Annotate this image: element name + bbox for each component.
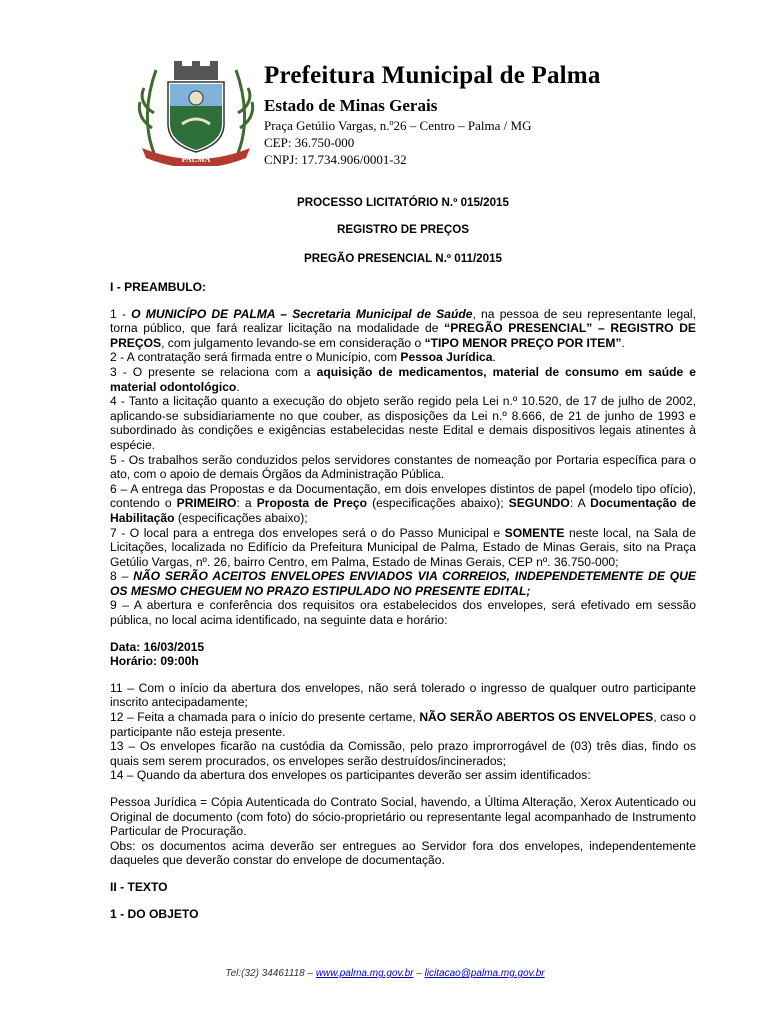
item-14: 14 – Quando da abertura dos envelopes os participantes deverão ser assim identificados: xyxy=(110,768,591,783)
item-1: 1 - O MUNICÍPO DE PALMA – Secretaria Municipal de Saúde, na pessoa de seu representante legal, torna público, que fará realizar licitação na modalidade de “PREGÃO PRESENCIAL” – REGISTRO DE PREÇOS, com julgamento levando-se em consideração o “TIPO MENOR PREÇO POR ITEM”. xyxy=(110,306,696,350)
footer-email-link[interactable]: licitacao@palma.mg.gov.br xyxy=(424,968,545,979)
heading-pregao: PREGÃO PRESENCIAL N.º 011/2015 xyxy=(304,252,502,265)
item-2: 2 - A contratação será firmada entre o Município, com Pessoa Jurídica. xyxy=(110,350,496,365)
footer-phone: Tel:(32) 34461118 – xyxy=(225,968,316,979)
letterhead-cnpj: CNPJ: 17.734.906/0001-32 xyxy=(264,152,407,167)
letterhead-title: Prefeitura Municipal de Palma xyxy=(264,62,601,89)
heading-registro: REGISTRO DE PREÇOS xyxy=(336,223,470,236)
footer-site-link[interactable]: www.palma.mg.gov.br xyxy=(315,968,414,979)
item-12: 12 – Feita a chamada para o início do presente certame, NÃO SERÃO ABERTOS OS ENVELOPES, caso o participante não esteja presente. xyxy=(110,710,696,739)
item-4: 4 - Tanto a licitação quanto a execução do objeto serão regido pela Lei n.º 10.520, de 17 de julho de 2002, aplicando-se subsidiariamente no que couber, as disposições da Lei n.º 8.666, de 21 de junho de 1993 e subordinado às condições e exigências estabelecidas neste Edital e demais dispositivos legais atinentes à espécie. xyxy=(110,394,696,452)
item-11: 11 – Com o início da abertura dos envelopes, não será tolerado o ingresso de qualquer outro participante inscrito antecipadamente; xyxy=(110,680,696,710)
item-5: 5 - Os trabalhos serão conduzidos pelos servidores constantes de nomeação por Portaria específica para o ato, com o apoio de demais Órgãos da Administração Pública. xyxy=(110,452,696,482)
section-objeto-title: 1 - DO OBJETO xyxy=(110,906,199,921)
page-footer xyxy=(0,968,770,979)
letterhead-state: Estado de Minas Gerais xyxy=(264,96,438,115)
letterhead-cep: CEP: 36.750-000 xyxy=(264,135,355,150)
letterhead-address: Praça Getúlio Vargas, n.º26 – Centro – Palma / MG xyxy=(264,118,532,133)
item-8: 8 – NÃO SERÃO ACEITOS ENVELOPES ENVIADOS VIA CORREIOS, INDEPENDETEMENTE DE QUE OS MESMO CHEGUEM NO PRAZO ESTIPULADO NO PRESENTE EDITAL; xyxy=(110,569,696,598)
pessoa-juridica-paragraph: Pessoa Jurídica = Cópia Autenticada do Contrato Social, havendo, a Última Alteração, Xerox Autenticado ou Original de documento (com foto) do sócio-proprietário ou representante legal acompanhado de Instrumento Particular de Procuração. xyxy=(110,795,696,839)
municipal-crest-icon xyxy=(134,58,258,166)
item-6: 6 – A entrega das Propostas e da Documentação, em dois envelopes distintos de papel (modelo tipo ofício), contendo o PRIMEIRO: a Proposta de Preço (especificações abaixo); SEGUNDO: A Documentação de Habilitação (especificações abaixo); xyxy=(110,481,696,525)
item-9: 9 – A abertura e conferência dos requisitos ora estabelecidos dos envelopes, será efetivado em sessão pública, no local acima identificado, na seguinte data e horário: xyxy=(110,598,696,628)
crest-ribbon-text: PALMA xyxy=(181,155,211,164)
item-7: 7 - O local para a entrega dos envelopes será o do Passo Municipal e SOMENTE neste local, na Sala de Licitações, localizada no Edifício da Prefeitura Municipal de Palma, Estado de Minas Gerais, sito na Praça Getúlio Vargas, nº. 26, bairro Centro, em Palma, Estado de Minas Gerais, CEP nº. 36.750-000; xyxy=(110,525,696,569)
section-texto-title: II - TEXTO xyxy=(110,879,168,894)
session-time: Horário: 09:00h xyxy=(110,654,199,669)
footer-separator: – xyxy=(413,968,425,979)
document-body xyxy=(110,280,696,921)
item-13: 13 – Os envelopes ficarão na custódia da Comissão, pelo prazo improrrogável de (03) três dias, findo os quais sem serem procurados, os envelopes serão destruídos/incinerados; xyxy=(110,739,696,768)
heading-processo: PROCESSO LICITATÓRIO N.º 015/2015 xyxy=(297,196,509,209)
item-3: 3 - O presente se relaciona com a aquisição de medicamentos, material de consumo em saúde e material odontológico. xyxy=(110,364,696,394)
section-preambulo-title: I - PREAMBULO: xyxy=(110,280,207,294)
obs-paragraph: Obs: os documentos acima deverão ser entregues ao Servidor fora dos envelopes, independentemente daqueles que deverão constar do envelope de documentação. xyxy=(110,838,696,868)
session-date: Data: 16/03/2015 xyxy=(110,639,205,654)
